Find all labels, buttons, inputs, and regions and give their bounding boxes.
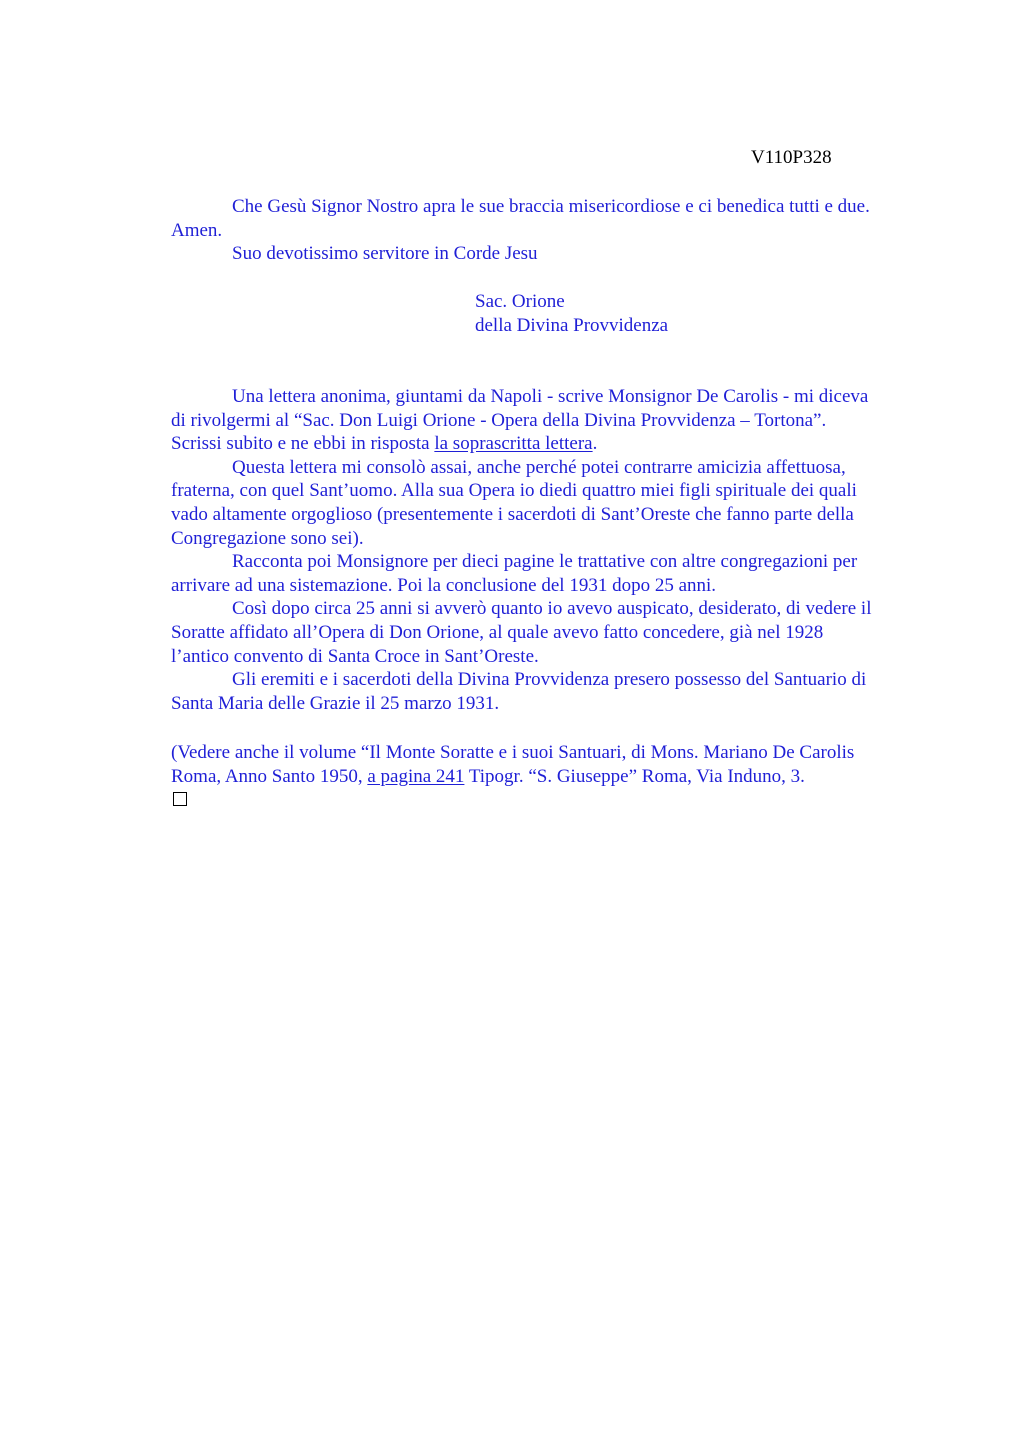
text-line: Congregazione sono sei). — [171, 527, 364, 549]
text-line: (Vedere anche il volume “Il Monte Soratte e i suoi Santuari, di Mons. Mariano De Carolis — [171, 742, 855, 763]
text-line — [171, 766, 805, 787]
blessing-amen: Amen. — [171, 219, 223, 241]
narrative-paragraph — [171, 550, 931, 597]
narrative-section — [171, 385, 931, 715]
signature-name: Sac. Orione — [475, 291, 565, 312]
text-fragment: Roma, Anno Santo 1950, — [171, 765, 368, 787]
reference-note — [171, 741, 931, 806]
closing-salutation: Suo devotissimo servitore in Corde Jesu — [232, 243, 538, 265]
text-fragment: Scrissi subito e ne ebbi in risposta — [171, 433, 435, 455]
text-line — [171, 433, 597, 454]
text-fragment: . — [592, 433, 598, 455]
blessing-line: Che Gesù Signor Nostro apra le sue braccia misericordiose e ci benedica tutti e due. — [232, 196, 870, 217]
narrative-paragraph — [171, 597, 931, 668]
text-line: l’antico convento di Santa Croce in Sant’Oreste. — [171, 645, 539, 667]
text-line: Una lettera anonima, giuntami da Napoli - scrive Monsignor De Carolis - mi diceva — [232, 386, 869, 407]
page-reference-link[interactable]: a pagina 241 — [367, 765, 465, 787]
letter-opening — [171, 195, 931, 266]
narrative-paragraph — [171, 456, 931, 550]
text-fragment: Tipogr. “S. Giuseppe” Roma, Via Induno, 3. — [464, 765, 805, 787]
page-reference-code: V110P328 — [751, 147, 832, 168]
narrative-paragraph — [171, 668, 931, 715]
text-line: fraterna, con quel Sant’uomo. Alla sua Opera io diedi quattro miei figli spirituale dei quali — [171, 480, 857, 502]
text-line: Santa Maria delle Grazie il 25 marzo 1931. — [171, 692, 500, 714]
text-line: arrivare ad una sistemazione. Poi la conclusione del 1931 dopo 25 anni. — [171, 574, 717, 596]
text-line: Soratte affidato all’Opera di Don Orione, al quale avevo fatto concedere, già nel 1928 — [171, 621, 824, 643]
blessing-paragraph — [171, 195, 931, 242]
text-line: vado altamente orgoglioso (presentemente i sacerdoti di Sant’Oreste che fanno parte della — [171, 503, 854, 525]
text-line: Così dopo circa 25 anni si avverò quanto io avevo auspicato, desiderato, di vedere il — [232, 598, 872, 620]
signature-block — [475, 290, 668, 337]
text-line: Racconta poi Monsignore per dieci pagine le trattative con altre congregazioni per — [232, 551, 858, 573]
text-line: Questa lettera mi consolò assai, anche perché potei contrarre amicizia affettuosa, — [232, 456, 846, 478]
text-line: di rivolgermi al “Sac. Don Luigi Orione - Opera della Divina Provvidenza – Tortona”. — [171, 409, 827, 431]
letter-reference-link[interactable]: la soprascritta lettera — [434, 433, 593, 455]
text-line: Gli eremiti e i sacerdoti della Divina Provvidenza presero possesso del Santuario di — [232, 669, 867, 691]
narrative-paragraph — [171, 385, 931, 456]
signature-title: della Divina Provvidenza — [475, 314, 669, 336]
end-marker-box — [173, 792, 187, 806]
reference-paragraph — [171, 741, 931, 788]
